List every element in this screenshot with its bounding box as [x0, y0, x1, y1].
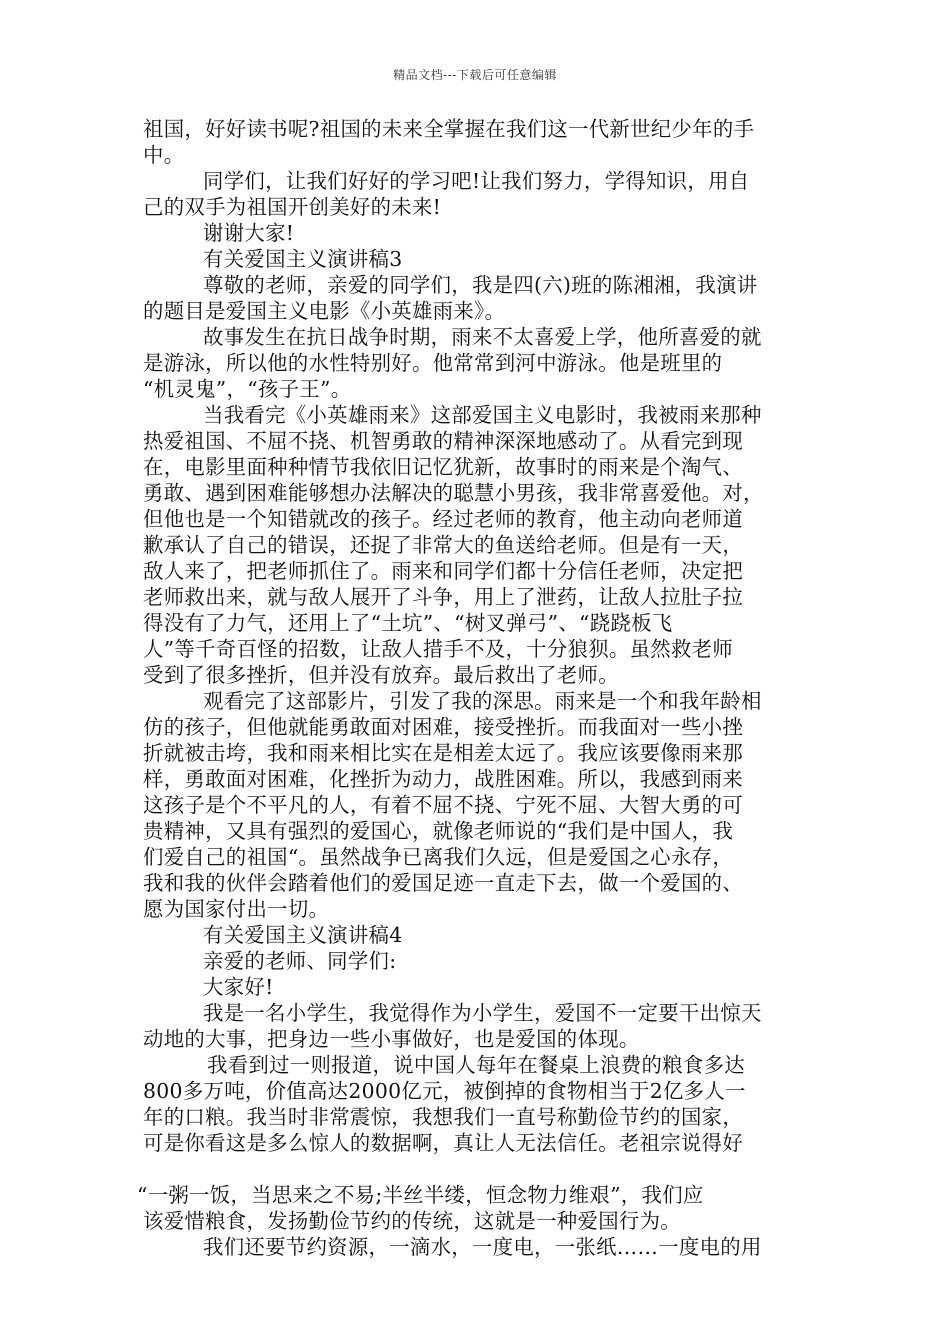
- text-line: 有关爱国主义演讲稿3: [203, 247, 403, 271]
- text-line: 这孩子是个不平凡的人，有着不屈不挠、宁死不屈、大智大勇的可: [143, 793, 744, 817]
- text-line: 动地的大事，把身边一些小事做好，也是爱国的体现。: [143, 1027, 640, 1051]
- text-line: 祖国，好好读书呢?祖国的未来全掌握在我们这一代新世纪少年的手: [143, 117, 755, 141]
- text-line: 可是你看这是多么惊人的数据啊，真让人无法信任。老祖宗说得好: [143, 1131, 744, 1155]
- text-line: 受到了很多挫折，但并没有放弃。最后救出了老师。: [143, 663, 619, 687]
- text-line: 们爱自己的祖国“。虽然战争已离我们久远，但是爱国之心永存，: [143, 845, 734, 869]
- blank-line: [143, 1156, 819, 1182]
- text-line: 中。: [143, 143, 185, 167]
- text-line: 我是一名小学生，我觉得作为小学生，爱国不一定要干出惊天: [203, 1001, 762, 1025]
- page-header: 精品文档---下载后可任意编辑: [393, 68, 557, 82]
- text-line: 折就被击垮，我和雨来相比实在是相差太远了。我应该要像雨来那: [143, 741, 744, 765]
- text-line: 年的口粮。我当时非常震惊，我想我们一直号称勤俭节约的国家，: [143, 1105, 744, 1129]
- text-line: 己的双手为祖国开创美好的未来!: [143, 195, 442, 219]
- text-line: 800多万吨，价值高达2000亿元，被倒掉的食物相当于2亿多人一: [143, 1079, 746, 1103]
- text-line: 样，勇敢面对困难，化挫折为动力，战胜困难。所以，我感到雨来: [143, 767, 744, 791]
- text-line: 敌人来了，把老师抓住了。雨来和同学们都十分信任老师，决定把: [143, 559, 744, 583]
- text-line: “机灵鬼”，“孩子王”。: [143, 377, 352, 401]
- text-line: 当我看完《小英雄雨来》这部爱国主义电影时，我被雨来那种: [203, 403, 762, 427]
- text-line: 观看完了这部影片，引发了我的深思。雨来是一个和我年龄相: [203, 689, 762, 713]
- text-line: 歉承认了自己的错误，还捉了非常大的鱼送给老师。但是有一天，: [143, 533, 744, 557]
- text-line: 谢谢大家!: [203, 221, 295, 245]
- text-line: 该爱惜粮食，发扬勤俭节约的传统，这就是一种爱国行为。: [143, 1209, 681, 1233]
- text-line: 同学们，让我们好好的学习吧!让我们努力，学得知识，用自: [203, 169, 750, 193]
- text-line: 故事发生在抗日战争时期，雨来不太喜爱上学，他所喜爱的就: [203, 325, 762, 349]
- text-line: 人”等千奇百怪的招数，让敌人措手不及，十分狼狈。虽然救老师: [143, 637, 734, 661]
- text-line: “一粥一饭，当思来之不易;半丝半缕，恒念物力维艰”，我们应: [137, 1183, 704, 1207]
- text-line: 有关爱国主义演讲稿4: [203, 923, 403, 947]
- text-line: 我和我的伙伴会踏着他们的爱国足迹一直走下去，做一个爱国的、: [143, 871, 744, 895]
- text-line: 老师救出来，就与敌人展开了斗争，用上了泄药，让敌人拉肚子拉: [143, 585, 744, 609]
- text-line: 愿为国家付出一切。: [143, 897, 330, 921]
- text-line: 热爱祖国、不屈不挠、机智勇敢的精神深深地感动了。从看完到现: [143, 429, 744, 453]
- text-line: 勇敢、遇到困难能够想办法解决的聪慧小男孩，我非常喜爱他。对，: [143, 481, 764, 505]
- text-line: 得没有了力气，还用上了“土坑”、“树叉弹弓”、“跷跷板飞: [143, 611, 673, 635]
- text-line: 尊敬的老师，亲爱的同学们，我是四(六)班的陈湘湘，我演讲: [203, 273, 758, 297]
- text-line: 但他也是一个知错就改的孩子。经过老师的教育，他主动向老师道: [143, 507, 744, 531]
- text-line: 亲爱的老师、同学们:: [203, 949, 397, 973]
- text-line: 大家好!: [203, 975, 274, 999]
- text-line: 贵精神，又具有强烈的爱国心，就像老师说的“我们是中国人，我: [143, 819, 734, 843]
- text-line: 我们还要节约资源，一滴水，一度电，一张纸……一度电的用: [203, 1235, 762, 1259]
- text-line: 是游泳，所以他的水性特别好。他常常到河中游泳。他是班里的: [143, 351, 723, 375]
- text-line: 在，电影里面种种情节我依旧记忆犹新，故事时的雨来是个淘气、: [143, 455, 744, 479]
- text-line: 我看到过一则报道，说中国人每年在餐桌上浪费的粮食多达: [207, 1053, 745, 1077]
- document-body: [137, 116, 819, 1260]
- text-line: 的题目是爱国主义电影《小英雄雨来》。: [143, 299, 506, 323]
- text-line: 仿的孩子，但他就能勇敢面对困难，接受挫折。而我面对一些小挫: [143, 715, 744, 739]
